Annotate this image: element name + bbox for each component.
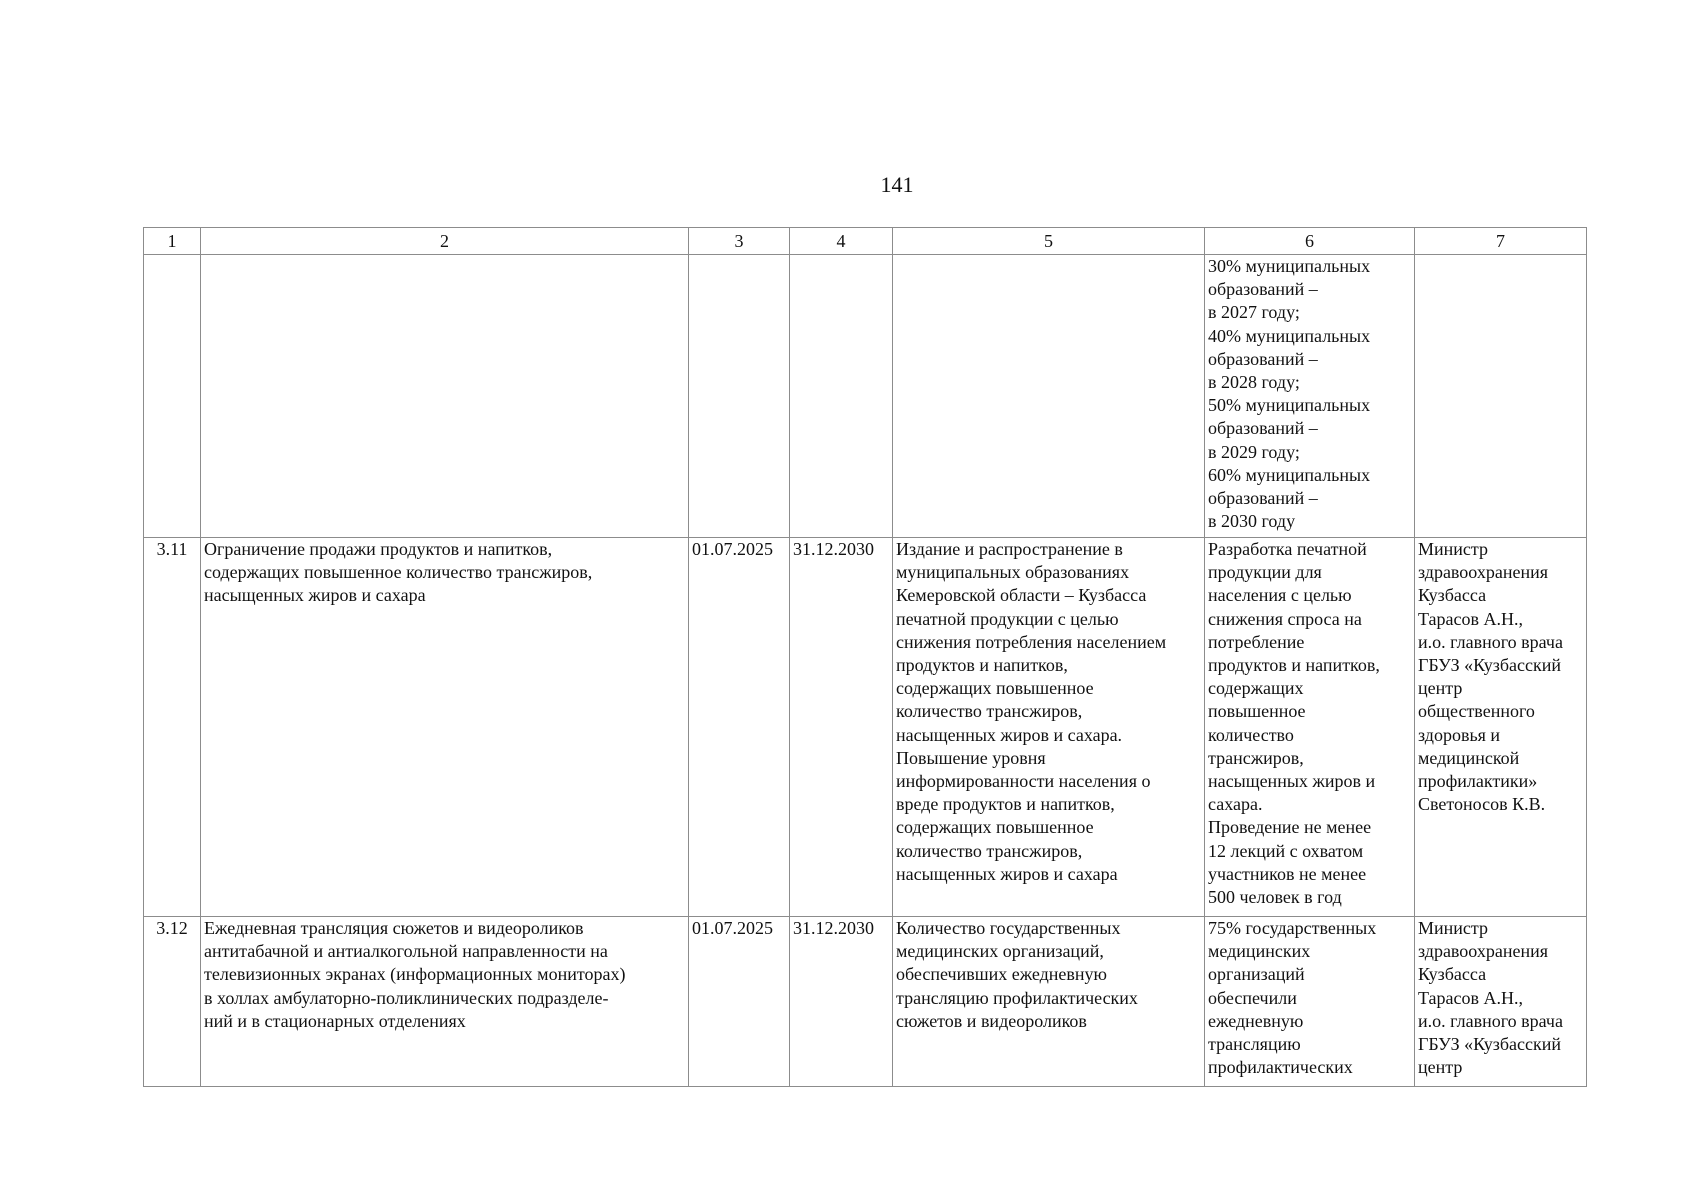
end-date-cell: 31.12.2030: [790, 538, 893, 917]
responsible-cell: [1415, 255, 1587, 538]
column-header-3: 3: [689, 228, 790, 255]
target-value-cell: Разработка печатной продукции для населения с целью снижения спроса на потребление продуктов и напитков, содержащих повышенное количество трансжиров, насыщенных жиров и сахара. Проведение не менее 12 лекций с охватом участников не менее 500 человек в год: [1205, 538, 1415, 917]
page-number: 141: [880, 172, 914, 197]
indicator-cell: [893, 255, 1205, 538]
measures-table: [143, 227, 1587, 1087]
target-value-cell: 75% государственных медицинских организаций обеспечили ежедневную трансляцию профилактических: [1205, 917, 1415, 1087]
event-cell: Ежедневная трансляция сюжетов и видеороликов антитабачной и антиалкогольной направленности на телевизионных экранах (информационных мониторах) в холлах амбулаторно-поликлинических подразделе- ний и в стационарных отделениях: [201, 917, 689, 1087]
column-header-4: 4: [790, 228, 893, 255]
column-number-header-row: [144, 228, 1587, 255]
responsible-cell: Министр здравоохранения Кузбасса Тарасов А.Н., и.о. главного врача ГБУЗ «Кузбасский центр: [1415, 917, 1587, 1087]
row-number-cell: 3.12: [144, 917, 201, 1087]
start-date-cell: 01.07.2025: [689, 538, 790, 917]
column-header-5: 5: [893, 228, 1205, 255]
event-cell: Ограничение продажи продуктов и напитков, содержащих повышенное количество трансжиров, насыщенных жиров и сахара: [201, 538, 689, 917]
indicator-cell: Издание и распространение в муниципальных образованиях Кемеровской области – Кузбасса печатной продукции с целью снижения потребления населением продуктов и напитков, содержащих повышенное количество трансжиров, насыщенных жиров и сахара. Повышение уровня информированности населения о вреде продуктов и напитков, содержащих повышенное количество трансжиров, насыщенных жиров и сахара: [893, 538, 1205, 917]
end-date-cell: 31.12.2030: [790, 917, 893, 1087]
column-header-1: 1: [144, 228, 201, 255]
column-header-6: 6: [1205, 228, 1415, 255]
column-header-2: 2: [201, 228, 689, 255]
column-header-7: 7: [1415, 228, 1587, 255]
table-row-continuation: [144, 255, 1587, 538]
row-number-cell: 3.11: [144, 538, 201, 917]
table-row-3-12: [144, 917, 1587, 1087]
end-date-cell: [790, 255, 893, 538]
row-number-cell: [144, 255, 201, 538]
target-value-cell: 30% муниципальных образований – в 2027 году; 40% муниципальных образований – в 2028 году; 50% муниципальных образований – в 2029 году; 60% муниципальных образований – в 2030 году: [1205, 255, 1415, 538]
indicator-cell: Количество государственных медицинских организаций, обеспечивших ежедневную трансляцию профилактических сюжетов и видеороликов: [893, 917, 1205, 1087]
table-row-3-11: [144, 538, 1587, 917]
start-date-cell: 01.07.2025: [689, 917, 790, 1087]
responsible-cell: Министр здравоохранения Кузбасса Тарасов А.Н., и.о. главного врача ГБУЗ «Кузбасский центр общественного здоровья и медицинской профилактики» Светоносов К.В.: [1415, 538, 1587, 917]
event-cell: [201, 255, 689, 538]
start-date-cell: [689, 255, 790, 538]
